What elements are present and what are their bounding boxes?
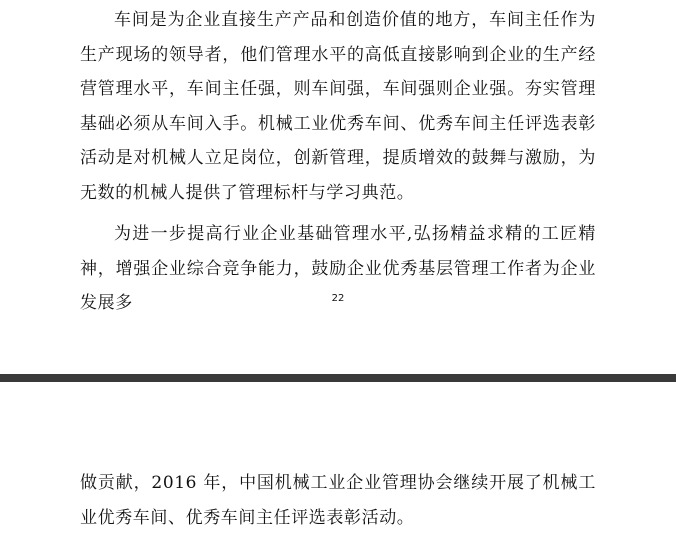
paragraph-purpose: 为进一步提高行业企业基础管理水平,弘扬精益求精的工匠精神，增强企业综合竞争能力，鼓励企业优秀基层管理工作者为企业发展多: [80, 224, 596, 313]
paragraph-continuation: 做贡献，2016 年，中国机械工业企业管理协会继续开展了机械工业优秀车间、优秀车间主任评选表彰活动。: [80, 473, 596, 528]
paragraph-workshop-intro: 车间是为企业直接生产产品和创造价值的地方，车间主任作为生产现场的领导者，他们管理水平的高低直接影响到企业的生产经营管理水平，车间主任强，则车间强，车间强则企业强。夯实管理基础必须从车间入手。机械工业优秀车间、优秀车间主任评选表彰活动是对机械人立足岗位，创新管理，提质增效的鼓舞与激励，为无数的机械人提供了管理标杆与学习典范。: [80, 10, 596, 203]
document-page-bottom: [0, 382, 676, 530]
page-separator: [0, 374, 676, 382]
page-number: 22: [331, 293, 345, 304]
